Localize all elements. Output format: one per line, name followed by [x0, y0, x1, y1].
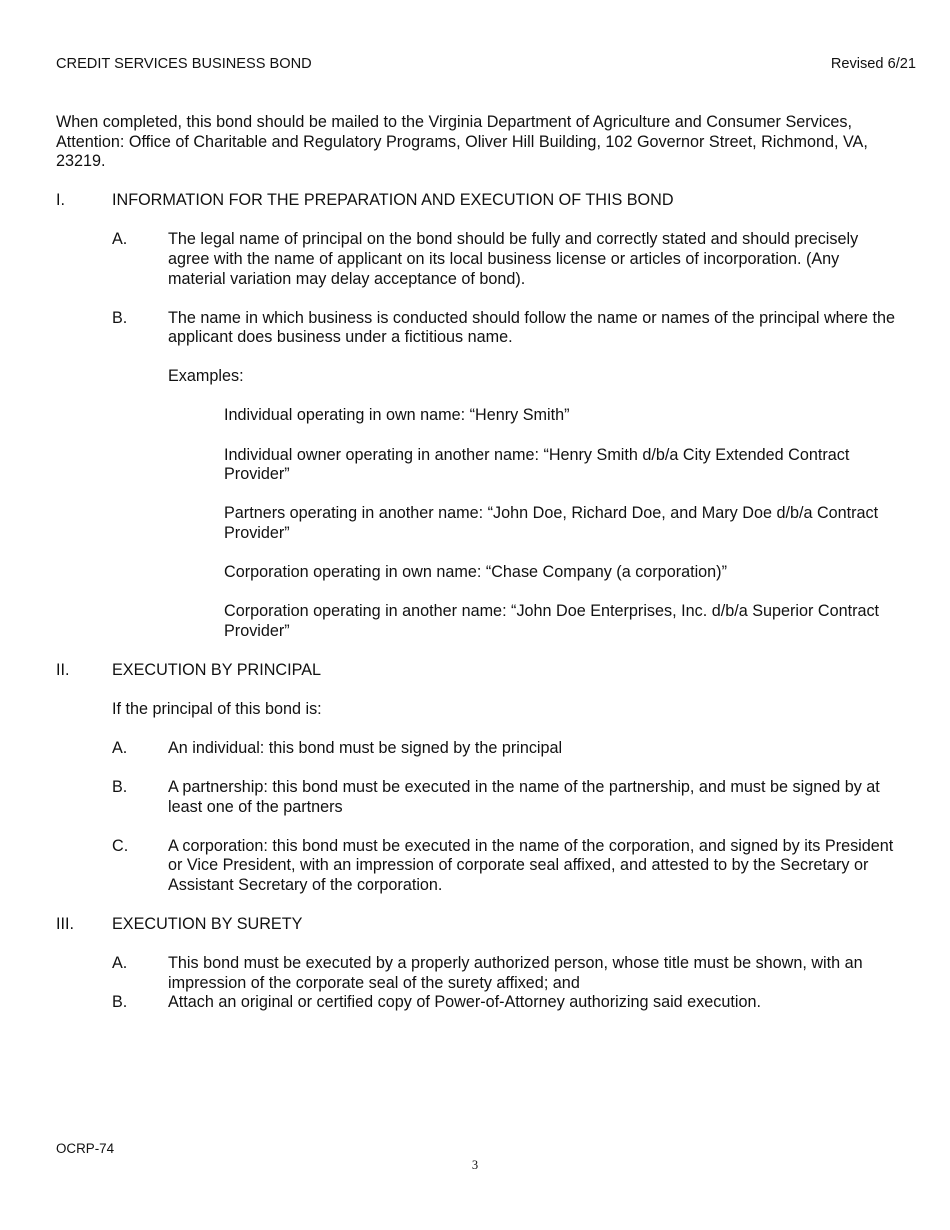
section-3-item-a — [112, 954, 896, 993]
example-item: Partners operating in another name: “John Doe, Richard Doe, and Mary Doe d/b/a Contract Provider” — [224, 504, 879, 542]
form-code: OCRP-74 — [56, 1141, 115, 1156]
intro-paragraph: When completed, this bond should be mailed to the Virginia Department of Agriculture and Consumer Services, Attention: Office of Charitable and Regulatory Programs, Oliver Hill Building, 102 Governor Street, Richmond, VA, 23219. — [56, 113, 868, 171]
section-1-item-b — [112, 309, 896, 348]
section-2-item-b — [112, 778, 896, 817]
item-text: This bond must be executed by a properly authorized person, whose title must be shown, with an impression of the corporate seal of the surety affixed; and — [168, 954, 863, 992]
examples-label: Examples: — [168, 367, 244, 386]
section-1-item-a — [112, 230, 896, 289]
revision-date: Revised 6/21 — [830, 56, 916, 72]
section-3-item-b — [112, 993, 896, 1013]
item-text: A partnership: this bond must be executed in the name of the partnership, and must be signed by at least one of the partners — [168, 777, 880, 816]
item-letter: A. — [112, 954, 128, 973]
section-title: EXECUTION BY SURETY — [112, 914, 303, 933]
item-text: The legal name of principal on the bond should be fully and correctly stated and should precisely agree with the name of applicant on its local business license or articles of incorporation. (Any material variation may delay acceptance of bond). — [168, 230, 859, 288]
section-1-heading — [56, 191, 896, 211]
section-2-item-a — [112, 739, 896, 759]
item-letter: B. — [112, 777, 128, 796]
item-letter: B. — [112, 993, 128, 1012]
section-number: I. — [56, 191, 65, 210]
document-header — [56, 55, 916, 74]
document-page — [56, 55, 916, 1013]
section-2-item-c — [112, 837, 896, 896]
example-item: Individual owner operating in another name: “Henry Smith d/b/a City Extended Contract Provider” — [224, 445, 850, 484]
item-letter: C. — [112, 836, 129, 855]
example-item: Corporation operating in own name: “Chase Company (a corporation)” — [224, 562, 727, 581]
item-letter: A. — [112, 738, 128, 757]
section-2-lead: If the principal of this bond is: — [112, 699, 322, 718]
page-number: 3 — [471, 1158, 479, 1172]
example-item: Individual operating in own name: “Henry Smith” — [224, 406, 570, 425]
item-text: The name in which business is conducted should follow the name or names of the principal where the applicant does business under a fictitious name. — [168, 308, 896, 347]
section-title: EXECUTION BY PRINCIPAL — [112, 660, 321, 679]
item-letter: B. — [112, 308, 128, 327]
section-number: II. — [56, 660, 70, 679]
section-2-heading — [56, 661, 896, 681]
item-text: An individual: this bond must be signed by the principal — [168, 738, 563, 757]
item-text: A corporation: this bond must be executed in the name of the corporation, and signed by its President or Vice President, with an impression of corporate seal affixed, and attested to by the Secretary or Assistant Secretary of the corporation. — [168, 836, 894, 894]
section-title: INFORMATION FOR THE PREPARATION AND EXECUTION OF THIS BOND — [112, 191, 674, 210]
section-number: III. — [56, 914, 74, 933]
example-item: Corporation operating in another name: “John Doe Enterprises, Inc. d/b/a Superior Contract Provider” — [224, 602, 880, 640]
section-3-heading — [56, 915, 896, 935]
item-letter: A. — [112, 230, 128, 249]
document-title: CREDIT SERVICES BUSINESS BOND — [56, 56, 312, 72]
item-text: Attach an original or certified copy of Power-of-Attorney authorizing said execution. — [168, 993, 761, 1012]
